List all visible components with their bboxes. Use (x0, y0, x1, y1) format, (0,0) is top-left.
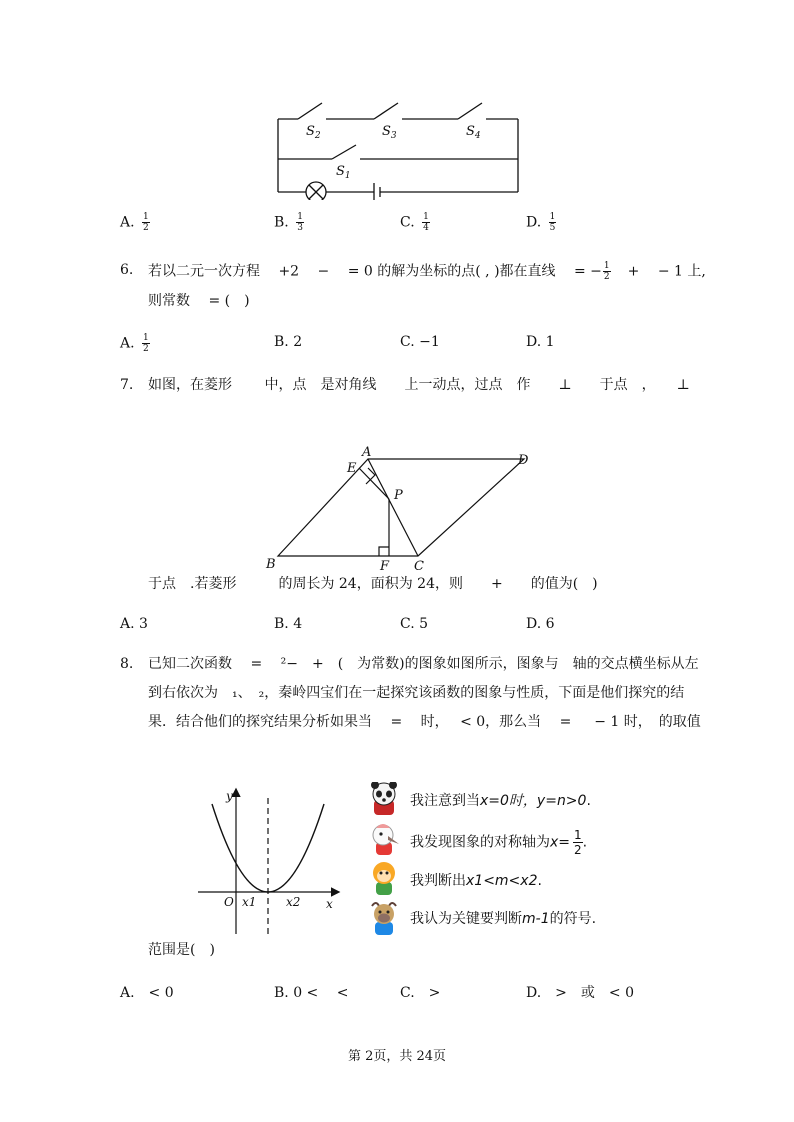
label-s4: $S_4$ (466, 124, 481, 141)
avatar-panda (368, 782, 400, 816)
speech-1: 我注意到当x=0时，y=n>0. (410, 793, 591, 809)
speech-4: 我认为关键要判断m-1的符号. (410, 911, 597, 927)
q8-option-a[interactable]: A. < 0 (120, 985, 174, 1001)
avatar-monkey (368, 860, 400, 896)
q8-option-b[interactable]: B. 0 < < (274, 985, 349, 1001)
q5-option-c[interactable]: C. $\frac{1}{4}$ (400, 212, 429, 233)
graph-label-x1: x1 (242, 895, 257, 909)
speech-3: 我判断出x1<m<x2. (410, 873, 542, 889)
q7-option-b[interactable]: B. 4 (274, 616, 303, 632)
q5-option-b[interactable]: B. $\frac{1}{3}$ (274, 212, 303, 233)
fig-label-a: A (362, 445, 372, 460)
q7-stem-line1: 如图，在菱形 中，点 是对角线 上一动点，过点 作 ⊥ 于点 ， ⊥ (148, 377, 690, 393)
fig-label-d: D (518, 453, 529, 468)
avatar-ibis (368, 822, 400, 856)
graph-label-y: y (226, 789, 233, 803)
label-s3: $S_3$ (382, 124, 397, 141)
label-s2: $S_2$ (306, 124, 321, 141)
circuit-diagram (270, 95, 530, 200)
q7-number: 7. (120, 377, 134, 393)
q8-number: 8. (120, 656, 134, 672)
label-s1: $S_1$ (336, 164, 351, 181)
q8-stem-line2: 到右依次为 ₁、 ₂，秦岭四宝们在一起探究该函数的图象与性质，下面是他们探究的结 (148, 685, 685, 701)
q6-option-d[interactable]: D. 1 (526, 334, 555, 350)
q6-option-c[interactable]: C. −1 (400, 334, 440, 350)
q7-stem-line2: 于点 .若菱形 的周长为 24，面积为 24，则 + 的值为( ) (148, 576, 598, 592)
graph-label-x: x (326, 897, 333, 911)
avatar-takin (368, 900, 400, 936)
q8-stem-line3: 果．结合他们的探究结果分析如果当 = 时， < 0，那么当 = − 1 时， 的取值 (148, 714, 701, 730)
q7-option-d[interactable]: D. 6 (526, 616, 555, 632)
parabola-graph (190, 780, 350, 940)
fig-label-b: B (266, 557, 276, 572)
q8-option-c[interactable]: C. > (400, 985, 441, 1001)
speech-2: 我发现图象的对称轴为x= $\frac{1}{2}$ . (410, 828, 588, 857)
fig-label-e: E (347, 461, 357, 476)
q6-stem-line2: 则常数 = ( ) (148, 293, 250, 309)
q7-option-c[interactable]: C. 5 (400, 616, 429, 632)
q6-stem-line1: 若以二元一次方程 +2 − = 0 的解为坐标的点( , )都在直线 = − $\frac{1}{2}$ + − 1 上, (148, 261, 706, 282)
q5-option-d[interactable]: D. $\frac{1}{5}$ (526, 212, 556, 233)
q8-stem-line1: 已知二次函数 = ²− + ( 为常数)的图象如图所示，图象与 轴的交点横坐标从左 (148, 656, 699, 672)
q8-stem-line4: 范围是( ) (148, 942, 215, 958)
rhombus-figure (262, 444, 542, 574)
graph-label-x2: x2 (286, 895, 301, 909)
q7-option-a[interactable]: A. 3 (120, 616, 148, 632)
q6-number: 6. (120, 262, 134, 278)
fig-label-c: C (414, 559, 424, 574)
q6-option-b[interactable]: B. 2 (274, 334, 303, 350)
fig-label-f: F (380, 559, 390, 574)
q6-option-a[interactable]: A. $\frac{1}{2}$ (120, 333, 149, 354)
fig-label-p: P (394, 488, 403, 503)
q8-option-d[interactable]: D. > 或 < 0 (526, 985, 635, 1001)
graph-label-o: O (224, 895, 234, 909)
q5-option-a[interactable]: A. $\frac{1}{2}$ (120, 212, 149, 233)
page-footer: 第 2页，共 24页 (347, 1049, 447, 1064)
